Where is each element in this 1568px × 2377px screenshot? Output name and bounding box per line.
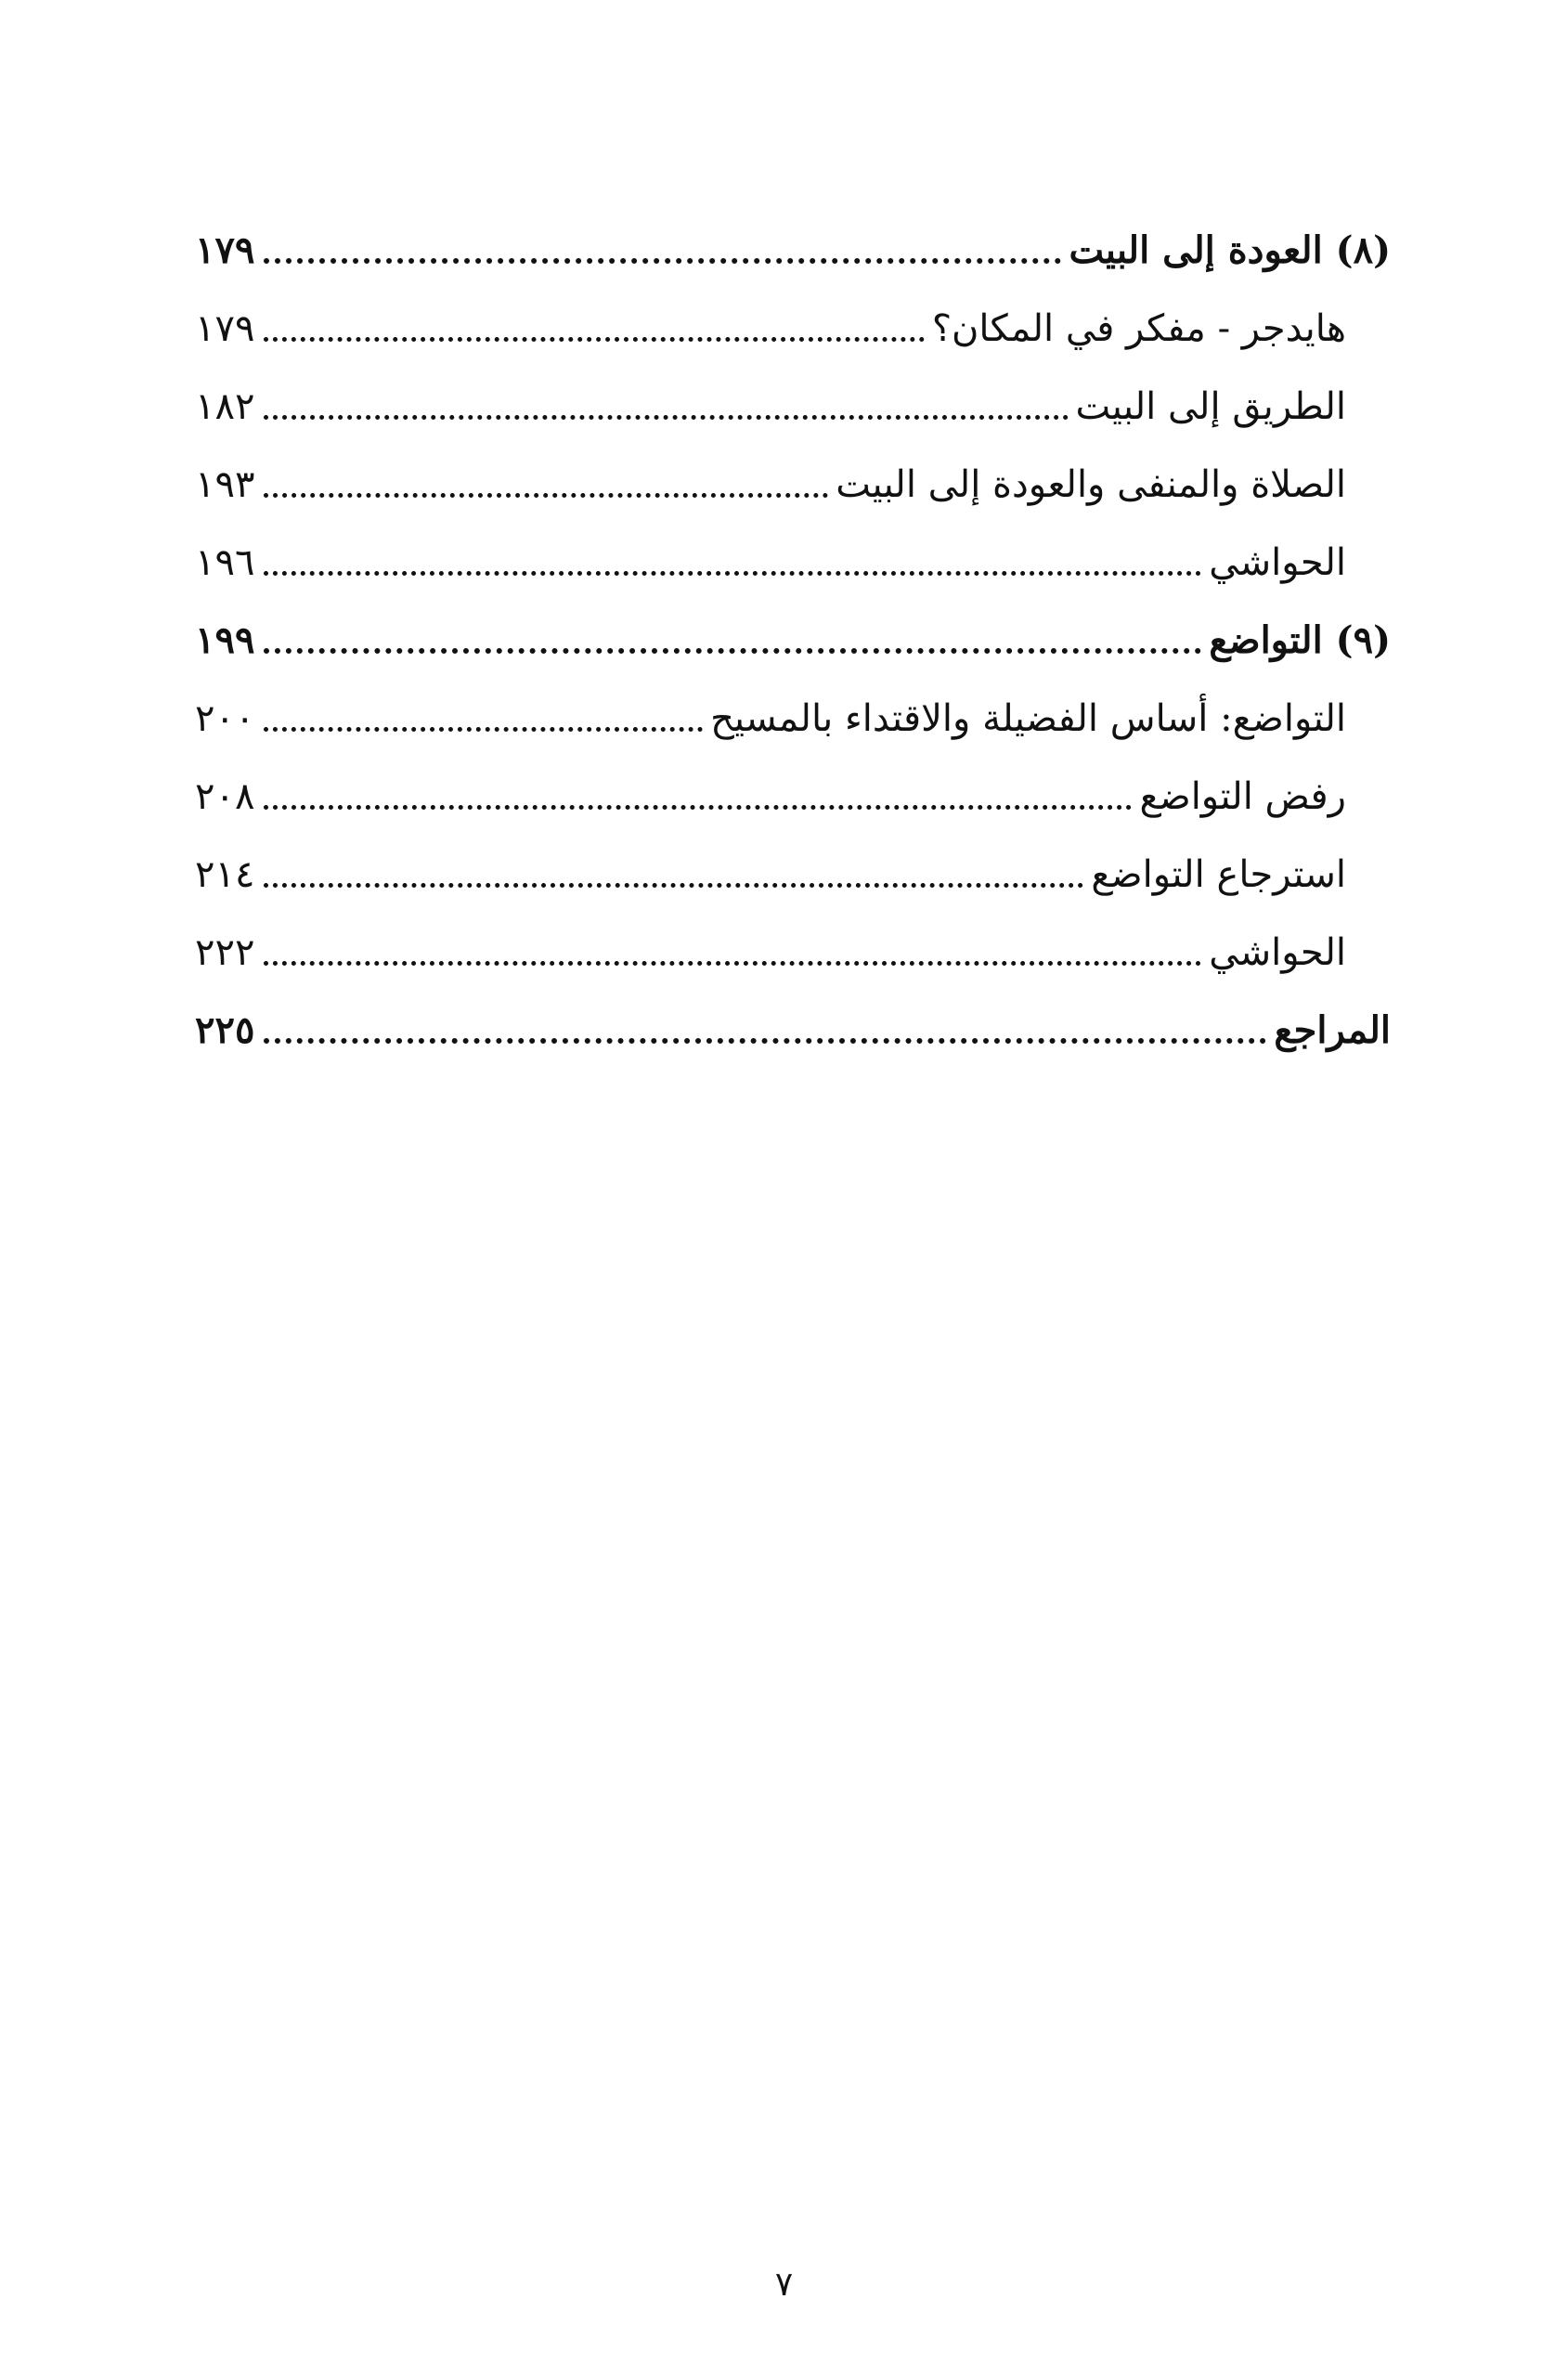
toc-entry-page: ٢١٤ — [195, 853, 255, 896]
toc-entry-title: رفض التواضع — [1139, 775, 1346, 818]
dot-leader — [264, 337, 924, 342]
toc-entry-page: ٢٠٠ — [195, 697, 255, 740]
toc-entry-title: الصلاة والمنفى والعودة إلى البيت — [836, 463, 1346, 506]
toc-entry[interactable] — [195, 446, 1391, 524]
toc-entry-page: ١٧٩ — [195, 307, 255, 350]
dot-leader — [264, 883, 1083, 888]
toc-entry[interactable] — [195, 914, 1391, 992]
dot-leader — [264, 727, 703, 732]
toc-entry-references[interactable] — [195, 992, 1391, 1070]
dot-leader — [264, 493, 828, 498]
dot-leader — [264, 258, 1061, 264]
toc-entry[interactable] — [195, 758, 1391, 836]
toc-entry-page: ١٩٩ — [195, 618, 255, 662]
toc-entry-title: (٩) التواضع — [1209, 618, 1391, 662]
toc-entry-chapter-8[interactable] — [195, 212, 1391, 290]
toc-entry-page: ٢٠٨ — [195, 775, 255, 818]
toc-entry[interactable] — [195, 836, 1391, 914]
page-number: ٧ — [774, 2266, 794, 2304]
toc-entry-page: ١٨٢ — [195, 385, 255, 428]
table-of-contents — [195, 212, 1391, 1070]
dot-leader — [264, 415, 1068, 420]
dot-leader — [264, 961, 1201, 966]
toc-entry-title: هايدجر - مفكر في المكان؟ — [931, 307, 1346, 350]
dot-leader — [264, 571, 1201, 576]
toc-entry[interactable] — [195, 368, 1391, 446]
toc-entry[interactable] — [195, 290, 1391, 368]
toc-entry-title: الطريق إلى البيت — [1075, 385, 1346, 428]
toc-entry-title: المراجع — [1274, 1008, 1391, 1052]
dot-leader — [264, 805, 1132, 810]
toc-entry-page: ١٩٣ — [195, 463, 255, 506]
dot-leader — [264, 648, 1201, 654]
toc-entry-title: (٨) العودة إلى البيت — [1069, 228, 1391, 272]
toc-entry-title: الحواشي — [1209, 931, 1346, 974]
dot-leader — [264, 1038, 1266, 1044]
toc-entry-page: ١٩٦ — [195, 541, 255, 584]
toc-entry[interactable] — [195, 524, 1391, 602]
toc-entry-page: ٢٢٥ — [195, 1008, 255, 1052]
toc-entry[interactable] — [195, 680, 1391, 758]
toc-entry-page: ١٧٩ — [195, 228, 255, 272]
toc-entry-chapter-9[interactable] — [195, 602, 1391, 680]
toc-entry-page: ٢٢٢ — [195, 931, 255, 974]
toc-entry-title: الحواشي — [1209, 541, 1346, 584]
toc-entry-title: التواضع: أساس الفضيلة والاقتداء بالمسيح — [710, 697, 1346, 740]
toc-entry-title: استرجاع التواضع — [1091, 853, 1346, 896]
